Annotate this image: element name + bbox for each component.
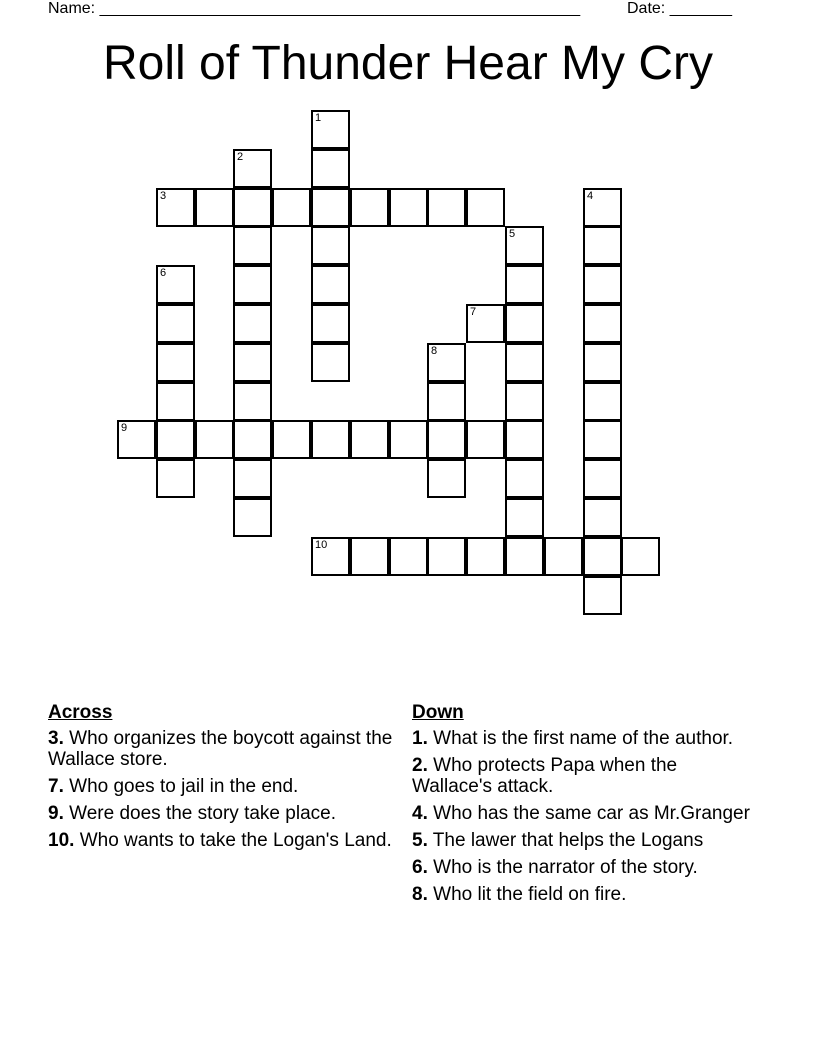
clue-number: 3. — [48, 728, 64, 749]
cell-number: 2 — [237, 151, 244, 163]
grid-cell[interactable] — [233, 226, 272, 265]
clue-number: 1. — [412, 728, 428, 749]
grid-cell[interactable] — [233, 265, 272, 304]
grid-cell[interactable] — [505, 382, 544, 421]
across-clue — [48, 728, 393, 770]
clue-text: Who has the same car as Mr.Granger — [427, 803, 750, 824]
grid-cell[interactable] — [233, 459, 272, 498]
cell-number: 10 — [315, 539, 328, 551]
grid-cell[interactable] — [583, 265, 622, 304]
grid-cell[interactable] — [505, 226, 544, 265]
grid-cell[interactable] — [311, 265, 350, 304]
grid-cell[interactable] — [156, 343, 195, 382]
grid-cell[interactable] — [233, 188, 272, 227]
grid-cell[interactable] — [311, 537, 350, 576]
cell-number: 7 — [470, 306, 477, 318]
clue-text: Who organizes the boycott against the Wallace store. — [48, 728, 393, 770]
across-clue — [48, 830, 393, 851]
clue-text: Who protects Papa when the Wallace's attack. — [412, 755, 678, 797]
grid-cell[interactable] — [466, 304, 505, 343]
clue-number: 5. — [412, 830, 428, 851]
cell-number: 4 — [587, 190, 594, 202]
grid-cell[interactable] — [272, 420, 311, 459]
grid-cell[interactable] — [350, 420, 389, 459]
cell-number: 3 — [160, 190, 167, 202]
down-clue — [412, 830, 762, 851]
grid-cell[interactable] — [505, 420, 544, 459]
across-clue — [48, 776, 393, 797]
grid-cell[interactable] — [583, 459, 622, 498]
grid-cell[interactable] — [583, 226, 622, 265]
grid-cell[interactable] — [621, 537, 660, 576]
grid-cell[interactable] — [311, 110, 350, 149]
across-clues — [48, 702, 393, 857]
grid-cell[interactable] — [583, 498, 622, 537]
grid-cell[interactable] — [583, 576, 622, 615]
grid-cell[interactable] — [583, 382, 622, 421]
grid-cell[interactable] — [233, 343, 272, 382]
grid-cell[interactable] — [427, 382, 466, 421]
down-clue — [412, 857, 762, 878]
grid-cell[interactable] — [427, 537, 466, 576]
grid-cell[interactable] — [505, 537, 544, 576]
name-field-line: Name: ______________________________________________________ — [48, 0, 581, 17]
down-clue — [412, 755, 762, 797]
grid-cell[interactable] — [466, 188, 505, 227]
grid-cell[interactable] — [583, 343, 622, 382]
down-clue — [412, 728, 762, 749]
across-clue-list — [48, 728, 393, 851]
grid-cell[interactable] — [272, 188, 311, 227]
cell-number: 6 — [160, 267, 167, 279]
grid-cell[interactable] — [350, 188, 389, 227]
cell-number: 9 — [121, 422, 128, 434]
grid-cell[interactable] — [505, 498, 544, 537]
grid-cell[interactable] — [233, 149, 272, 188]
grid-cell[interactable] — [505, 343, 544, 382]
clue-text: What is the first name of the author. — [427, 728, 734, 749]
clue-text: Who is the narrator of the story. — [427, 857, 698, 878]
page-title: Roll of Thunder Hear My Cry — [103, 37, 713, 90]
down-clues — [412, 702, 762, 911]
grid-cell[interactable] — [583, 304, 622, 343]
grid-cell[interactable] — [156, 188, 195, 227]
across-clue — [48, 803, 393, 824]
grid-cell[interactable] — [427, 188, 466, 227]
date-field-line: Date: _______ — [627, 0, 732, 17]
clue-number: 10. — [48, 830, 75, 851]
grid-cell[interactable] — [156, 304, 195, 343]
grid-cell[interactable] — [389, 537, 428, 576]
across-heading: Across — [48, 702, 113, 723]
cell-number: 1 — [315, 112, 322, 124]
grid-cell[interactable] — [156, 382, 195, 421]
grid-cell[interactable] — [427, 343, 466, 382]
grid-cell[interactable] — [117, 420, 156, 459]
grid-cell[interactable] — [311, 343, 350, 382]
cell-number: 5 — [509, 228, 516, 240]
clue-text: Were does the story take place. — [63, 803, 336, 824]
clue-text: Who wants to take the Logan's Land. — [74, 830, 392, 851]
grid-cell[interactable] — [311, 226, 350, 265]
clue-text: Who goes to jail in the end. — [63, 776, 299, 797]
grid-cell[interactable] — [505, 265, 544, 304]
clue-number: 2. — [412, 755, 428, 776]
grid-cell[interactable] — [311, 149, 350, 188]
grid-cell[interactable] — [389, 188, 428, 227]
clue-number: 6. — [412, 857, 428, 878]
grid-cell[interactable] — [544, 537, 583, 576]
grid-cell[interactable] — [583, 188, 622, 227]
grid-cell[interactable] — [156, 420, 195, 459]
clue-text: The lawer that helps the Logans — [427, 830, 704, 851]
down-clue-list — [412, 728, 762, 905]
clue-number: 8. — [412, 884, 428, 905]
grid-cell[interactable] — [505, 459, 544, 498]
grid-cell[interactable] — [505, 304, 544, 343]
grid-cell[interactable] — [466, 420, 505, 459]
grid-cell[interactable] — [311, 304, 350, 343]
grid-cell[interactable] — [233, 420, 272, 459]
grid-cell[interactable] — [583, 537, 622, 576]
grid-cell[interactable] — [156, 459, 195, 498]
grid-cell[interactable] — [233, 382, 272, 421]
grid-cell[interactable] — [233, 304, 272, 343]
grid-cell[interactable] — [233, 498, 272, 537]
grid-cell[interactable] — [427, 459, 466, 498]
grid-cell[interactable] — [195, 188, 234, 227]
grid-cell[interactable] — [389, 420, 428, 459]
grid-cell[interactable] — [311, 188, 350, 227]
down-clue — [412, 803, 762, 824]
down-heading: Down — [412, 702, 464, 723]
grid-cell[interactable] — [583, 420, 622, 459]
down-clue — [412, 884, 762, 905]
grid-cell[interactable] — [427, 420, 466, 459]
cell-number: 8 — [431, 345, 438, 357]
grid-cell[interactable] — [195, 420, 234, 459]
clue-number: 7. — [48, 776, 64, 797]
grid-cell[interactable] — [156, 265, 195, 304]
clue-number: 9. — [48, 803, 64, 824]
clue-text: Who lit the field on fire. — [427, 884, 627, 905]
clue-number: 4. — [412, 803, 428, 824]
grid-cell[interactable] — [311, 420, 350, 459]
grid-cell[interactable] — [350, 537, 389, 576]
grid-cell[interactable] — [466, 537, 505, 576]
